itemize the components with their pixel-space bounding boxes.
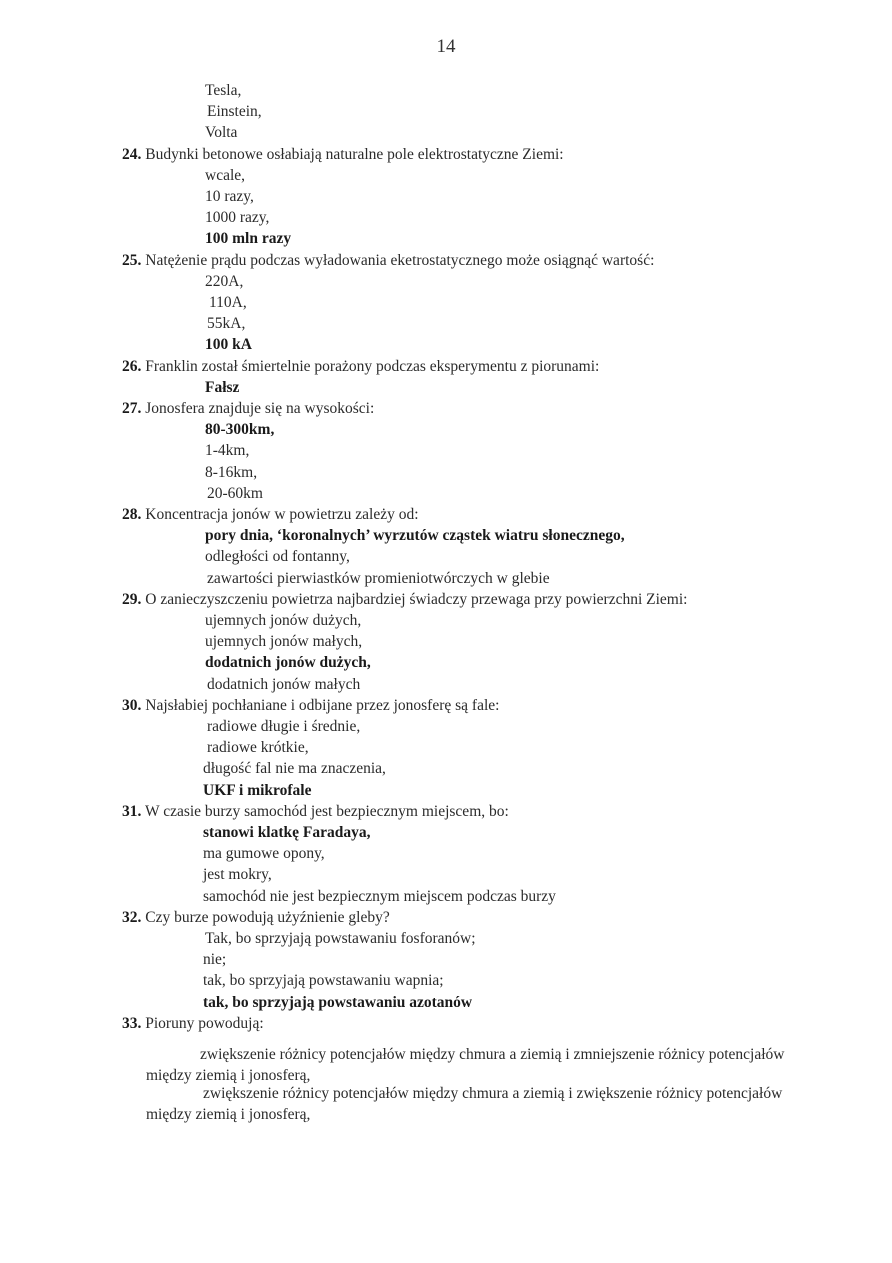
- answer-option: dodatnich jonów małych: [207, 676, 361, 693]
- answer-option: ujemnych jonów małych,: [205, 633, 363, 650]
- answer-option: Volta: [205, 124, 238, 141]
- question-text: Franklin został śmiertelnie porażony podczas eksperymentu z piorunami:: [141, 358, 600, 375]
- question-line: [122, 145, 564, 165]
- question-line: [122, 399, 374, 419]
- answer-option: długość fal nie ma znaczenia,: [203, 760, 386, 777]
- question-line: [122, 357, 599, 377]
- question-number: 32.: [122, 909, 142, 926]
- page-number: 14: [436, 36, 456, 57]
- question-number: 28.: [122, 506, 142, 523]
- answer-option: 10 razy,: [205, 188, 254, 205]
- answer-option: 220A,: [205, 273, 244, 290]
- question-line: [122, 251, 654, 271]
- answer-option: tak, bo sprzyjają powstawaniu wapnia;: [203, 972, 444, 989]
- answer-option: między ziemią i jonosferą,: [146, 1106, 311, 1123]
- answer-option: zawartości pierwiastków promieniotwórczych w glebie: [207, 570, 550, 587]
- correct-answer: stanowi klatkę Faradaya,: [203, 824, 371, 841]
- correct-answer: dodatnich jonów dużych,: [205, 654, 371, 671]
- question-number: 24.: [122, 146, 142, 163]
- question-text: Najsłabiej pochłaniane i odbijane przez jonosferę są fale:: [141, 697, 500, 714]
- answer-option: ma gumowe opony,: [203, 845, 325, 862]
- correct-answer: 100 mln razy: [205, 230, 292, 247]
- question-line: [122, 1014, 264, 1034]
- question-text: O zanieczyszczeniu powietrza najbardziej świadczy przewaga przy powierzchni Ziemi:: [141, 591, 688, 608]
- question-number: 31.: [122, 803, 142, 820]
- question-line: [122, 505, 419, 525]
- question-number: 25.: [122, 252, 142, 269]
- answer-option: samochód nie jest bezpiecznym miejscem podczas burzy: [203, 888, 556, 905]
- question-line: [122, 696, 499, 716]
- answer-option: nie;: [203, 951, 227, 968]
- answer-option: odległości od fontanny,: [205, 548, 350, 565]
- question-number: 26.: [122, 358, 142, 375]
- answer-option: 55kA,: [207, 315, 246, 332]
- question-text: Czy burze powodują użyźnienie gleby?: [141, 909, 390, 926]
- question-line: [122, 590, 687, 610]
- question-line: [122, 908, 390, 928]
- question-text: Koncentracja jonów w powietrzu zależy od:: [141, 506, 419, 523]
- question-text: Natężenie prądu podczas wyładowania eketrostatycznego może osiągnąć wartość:: [141, 252, 655, 269]
- correct-answer: 100 kA: [205, 336, 252, 353]
- answer-option: Tak, bo sprzyjają powstawaniu fosforanów;: [205, 930, 476, 947]
- question-line: [122, 802, 509, 822]
- question-number: 27.: [122, 400, 142, 417]
- question-text: Pioruny powodują:: [141, 1015, 264, 1032]
- answer-option: jest mokry,: [203, 866, 272, 883]
- answer-option: między ziemią i jonosferą,: [146, 1067, 311, 1084]
- correct-answer: 80-300km,: [205, 421, 275, 438]
- question-number: 33.: [122, 1015, 142, 1032]
- question-text: Jonosfera znajduje się na wysokości:: [141, 400, 375, 417]
- correct-answer: UKF i mikrofale: [203, 782, 312, 799]
- answer-option: Einstein,: [207, 103, 262, 120]
- correct-answer: Fałsz: [205, 379, 240, 396]
- answer-option: zwiększenie różnicy potencjałów między chmura a ziemią i zmniejszenie różnicy potencjałów: [200, 1046, 785, 1063]
- answer-option: radiowe długie i średnie,: [207, 718, 361, 735]
- correct-answer: pory dnia, ‘koronalnych’ wyrzutów cząstek wiatru słonecznego,: [205, 527, 625, 544]
- answer-option: wcale,: [205, 167, 246, 184]
- question-number: 29.: [122, 591, 142, 608]
- answer-option: Tesla,: [205, 82, 242, 99]
- answer-option: 1000 razy,: [205, 209, 270, 226]
- answer-option: radiowe krótkie,: [207, 739, 309, 756]
- answer-option: 1-4km,: [205, 442, 250, 459]
- correct-answer: tak, bo sprzyjają powstawaniu azotanów: [203, 994, 473, 1011]
- answer-option: ujemnych jonów dużych,: [205, 612, 362, 629]
- answer-option: zwiększenie różnicy potencjałów między chmura a ziemią i zwiększenie różnicy potencjałów: [203, 1085, 783, 1102]
- answer-option: 110A,: [209, 294, 247, 311]
- answer-option: 8-16km,: [205, 464, 258, 481]
- question-number: 30.: [122, 697, 142, 714]
- question-text: W czasie burzy samochód jest bezpiecznym miejscem, bo:: [141, 803, 509, 820]
- question-text: Budynki betonowe osłabiają naturalne pole elektrostatyczne Ziemi:: [141, 146, 564, 163]
- answer-option: 20-60km: [207, 485, 263, 502]
